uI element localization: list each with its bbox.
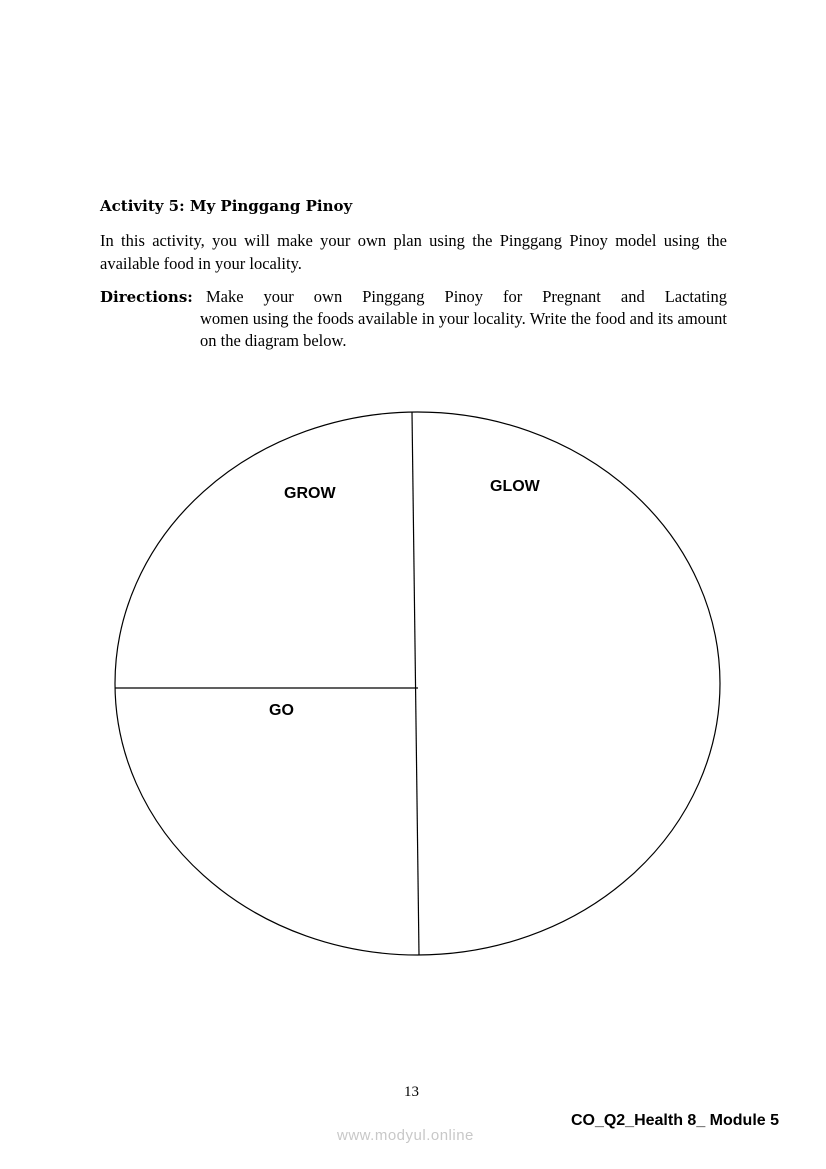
watermark: www.modyul.online — [337, 1127, 474, 1144]
directions-rest: women using the foods available in your locality. Write the food and its amount on the diagram below. — [200, 309, 727, 350]
go-section-label: GO — [269, 702, 294, 719]
module-footer: CO_Q2_Health 8_ Module 5 — [570, 1112, 779, 1129]
glow-section-label: GLOW — [490, 478, 540, 495]
directions-label: Directions: — [100, 288, 193, 306]
grow-section-label: GROW — [284, 485, 336, 502]
plate-vertical-divider — [412, 412, 419, 955]
directions-line1: Make your own Pinggang Pinoy for Pregnant and Lactating — [206, 287, 727, 306]
activity-intro: In this activity, you will make your own plan using the Pinggang Pinoy model using the available food in your locality. — [100, 231, 727, 273]
page-number: 13 — [404, 1084, 419, 1100]
activity-title: Activity 5: My Pinggang Pinoy — [100, 197, 353, 215]
